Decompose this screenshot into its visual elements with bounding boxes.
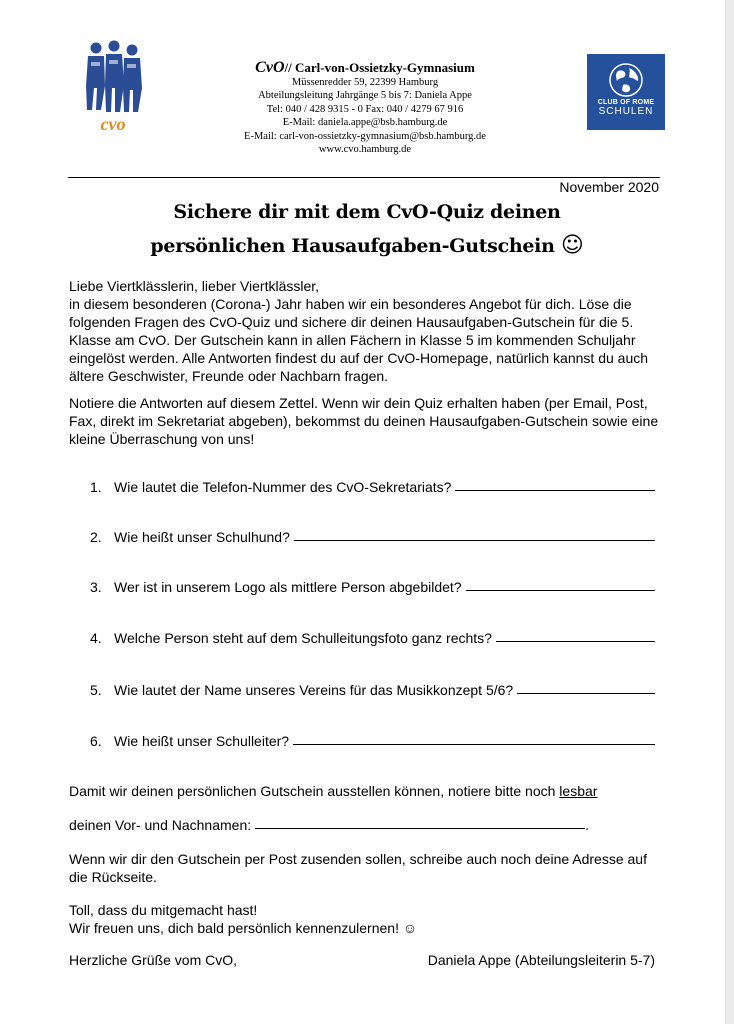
smiley-icon: ☺ [560,233,584,258]
signature: Daniela Appe (Abteilungsleiterin 5-7) [427,952,655,968]
greeting: Liebe Viertklässlerin, lieber Viertklässler, [69,278,320,294]
question-number: 3. [90,579,102,595]
email-school: E-Mail: carl-von-ossietzky-gymnasium@bsb.hamburg.de [244,130,486,142]
logo-lettering: cvo [100,114,126,134]
thanks-text: Toll, dass du mitgemacht hast! [69,902,258,918]
club-line2: SCHULEN [598,106,654,117]
name-label: deinen Vor- und Nachnamen: [69,817,252,833]
question-text: Wie heißt unser Schulleiter? [114,733,290,749]
question-number: 1. [90,479,102,495]
instructions-paragraph [69,394,665,448]
question-6 [90,732,655,750]
title-line-2-text: persönlichen Hausaufgaben-Gutschein [150,235,555,257]
intro-text: in diesem besonderen (Corona-) Jahr haben wir ein besonderes Angebot für dich. Löse die folgenden Fragen des CvO-Quiz und sichere dir deinen Hausaufgaben-Gutschein für die 5. Klasse am CvO. Der Gutschein kann in allen Fächern in Klasse 5 im kommenden Schuljahr eingelöst werden. Alle Antworten findest du auf der CvO-Homepage, natürlich kannst du auch ältere Geschwister, Freunde oder Nachbarn fragen. [69,296,649,384]
brand-mark: CvO [255,59,285,76]
question-3 [90,578,655,596]
closing: Herzliche Grüße vom CvO, [69,952,238,968]
question-number: 2. [90,529,102,545]
question-1 [90,478,655,496]
name-request-text: Damit wir deinen persönlichen Gutschein ausstellen können, notiere bitte noch [69,783,560,799]
name-line-end: . [585,817,589,833]
underlined-word: lesbar [559,783,598,799]
question-text: Welche Person steht auf dem Schulleitungsfoto ganz rechts? [114,630,492,646]
name-answer-line[interactable] [255,816,585,829]
intro-paragraph [69,277,665,385]
page-title [100,196,634,263]
school-address: Müssenredder 59, 22399 Hamburg [291,77,439,88]
question-4 [90,629,655,647]
website: www.cvo.hamburg.de [318,144,412,156]
title-line-1: Sichere dir mit dem CvO-Quiz deinen [173,201,561,223]
club-line1: CLUB OF ROME [597,99,655,106]
question-5 [90,681,655,699]
email-department: E-Mail: daniela.appe@bsb.hamburg.de [282,117,448,129]
department-head: Abteilungsleitung Jahrgänge 5 bis 7: Daniela Appe [258,90,472,102]
name-request [69,782,665,800]
question-number: 5. [90,682,102,698]
answer-line[interactable] [466,578,655,591]
question-number: 6. [90,733,102,749]
answer-line[interactable] [455,478,655,491]
school-logo [78,38,148,134]
answer-line[interactable] [294,528,655,541]
school-name-text: // Carl-von-Ossietzky-Gymnasium [284,60,475,75]
club-of-rome-logo [587,54,665,130]
name-field-row [69,816,589,834]
answer-line[interactable] [293,732,655,745]
question-2 [90,528,655,546]
answer-line[interactable] [517,681,655,694]
question-text: Wie lautet der Name unseres Vereins für das Musikkonzept 5/6? [114,682,514,698]
question-text: Wie lautet die Telefon-Nummer des CvO-Sekretariats? [114,479,452,495]
thanks-block [69,901,665,937]
school-name [210,60,520,76]
question-number: 4. [90,630,102,646]
header-divider [68,177,660,178]
instructions-text: Notiere die Antworten auf diesem Zettel. Wenn wir dein Quiz erhalten haben (per Email, Post, Fax, direkt im Sekretariat abgeben), bekommst du deinen Hausaufgaben-Gutschein sowie eine kleine Überraschung von uns! [69,395,659,447]
page-edge [725,0,734,1024]
question-text: Wer ist in unserem Logo als mittlere Person abgebildet? [114,579,462,595]
answer-line[interactable] [496,629,655,642]
title-line-2 [100,229,634,263]
globe-icon [609,63,643,97]
phone-fax: Tel: 040 / 428 9315 - 0 Fax: 040 / 4279 67 916 [266,103,464,115]
looking-forward-text: Wir freuen uns, dich bald persönlich kennenzulernen! ☺ [69,920,418,936]
question-text: Wie heißt unser Schulhund? [114,529,290,545]
date: November 2020 [559,179,659,195]
address-note: Wenn wir dir den Gutschein per Post zusenden sollen, schreibe auch noch deine Adresse auf die Rückseite. [69,851,647,885]
letterhead [210,60,520,156]
